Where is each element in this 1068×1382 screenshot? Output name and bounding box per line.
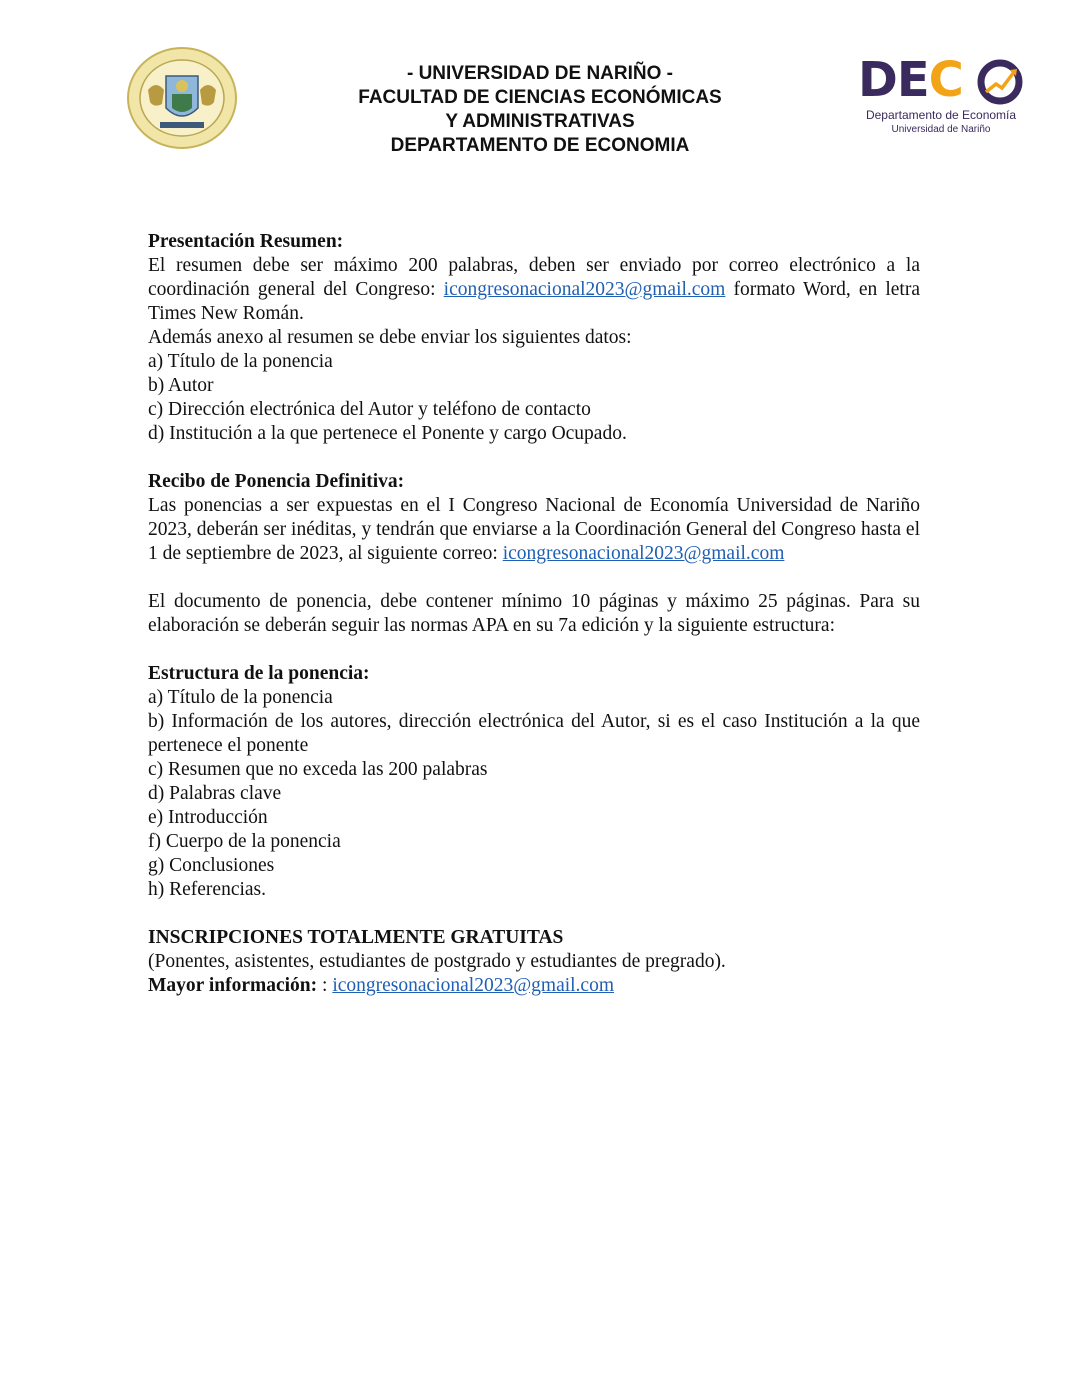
list-item: c) Resumen que no exceda las 200 palabras	[148, 759, 488, 780]
list-item: a) Título de la ponencia	[148, 351, 333, 372]
deco-subtitle: Departamento de Economía	[865, 108, 1017, 122]
list-item: c) Dirección electrónica del Autor y teléfono de contacto	[148, 399, 591, 420]
header-faculty-cont: Y ADMINISTRATIVAS	[445, 111, 635, 132]
list-item: e) Introducción	[148, 807, 268, 828]
list-item: h) Referencias.	[148, 879, 267, 900]
more-info-line: Mayor información: : icongresonacional2023@gmail.com	[148, 975, 615, 996]
list-item: b) Información de los autores, dirección electrónica del Autor, si es el caso Institución a la que pertenece el ponente	[148, 711, 920, 756]
section-heading-inscripciones: INSCRIPCIONES TOTALMENTE GRATUITAS	[148, 927, 564, 948]
presentacion-paragraph: El resumen debe ser máximo 200 palabras, deben ser enviado por correo electrónico a la coordinación general del Congreso: icongresonacional2023@gmail.com formato Word, en letra Times New Román.	[148, 255, 920, 324]
header-faculty: FACULTAD DE CIENCIAS ECONÓMICAS	[358, 87, 722, 108]
email-link[interactable]: icongresonacional2023@gmail.com	[443, 279, 726, 300]
inscripciones-note: (Ponentes, asistentes, estudiantes de postgrado y estudiantes de pregrado).	[148, 951, 726, 972]
letterhead	[290, 62, 790, 158]
list-item: f) Cuerpo de la ponencia	[148, 831, 341, 852]
more-info-label: Mayor información:	[148, 975, 318, 996]
growth-chart-icon	[976, 58, 1024, 106]
section-heading-presentacion: Presentación Resumen:	[148, 231, 344, 252]
deco-wordmark: DEC	[858, 52, 963, 108]
university-seal-icon	[126, 46, 238, 150]
deco-logo	[858, 54, 1028, 140]
section-heading-estructura: Estructura de la ponencia:	[148, 663, 370, 684]
recibo-paragraph: Las ponencias a ser expuestas en el I Congreso Nacional de Economía Universidad de Nariño 2023, deberán ser inéditas, y tendrán que enviarse a la Coordinación General del Congreso hasta el 1 de septiembre de 2023, al siguiente correo: icongresonacional2023@gmail.com	[148, 495, 920, 564]
presentacion-paragraph-2: Además anexo al resumen se debe enviar los siguientes datos:	[148, 327, 632, 348]
section-heading-recibo: Recibo de Ponencia Definitiva:	[148, 471, 405, 492]
list-item: d) Institución a la que pertenece el Ponente y cargo Ocupado.	[148, 423, 627, 444]
list-item: d) Palabras clave	[148, 783, 282, 804]
list-item: g) Conclusiones	[148, 855, 275, 876]
document-body	[148, 230, 920, 998]
header-department: DEPARTAMENTO DE ECONOMIA	[390, 135, 690, 156]
deco-subtitle-university: Universidad de Nariño	[891, 124, 991, 135]
recibo-paragraph-2: El documento de ponencia, debe contener mínimo 10 páginas y máximo 25 páginas. Para su elaboración se deberán seguir las normas APA en su 7a edición y la siguiente estructura:	[148, 591, 920, 636]
list-item: a) Título de la ponencia	[148, 687, 333, 708]
list-item: b) Autor	[148, 375, 214, 396]
header-university: - UNIVERSIDAD DE NARIÑO -	[406, 63, 673, 84]
email-link[interactable]: icongresonacional2023@gmail.com	[332, 975, 615, 996]
email-link[interactable]: icongresonacional2023@gmail.com	[502, 543, 785, 564]
